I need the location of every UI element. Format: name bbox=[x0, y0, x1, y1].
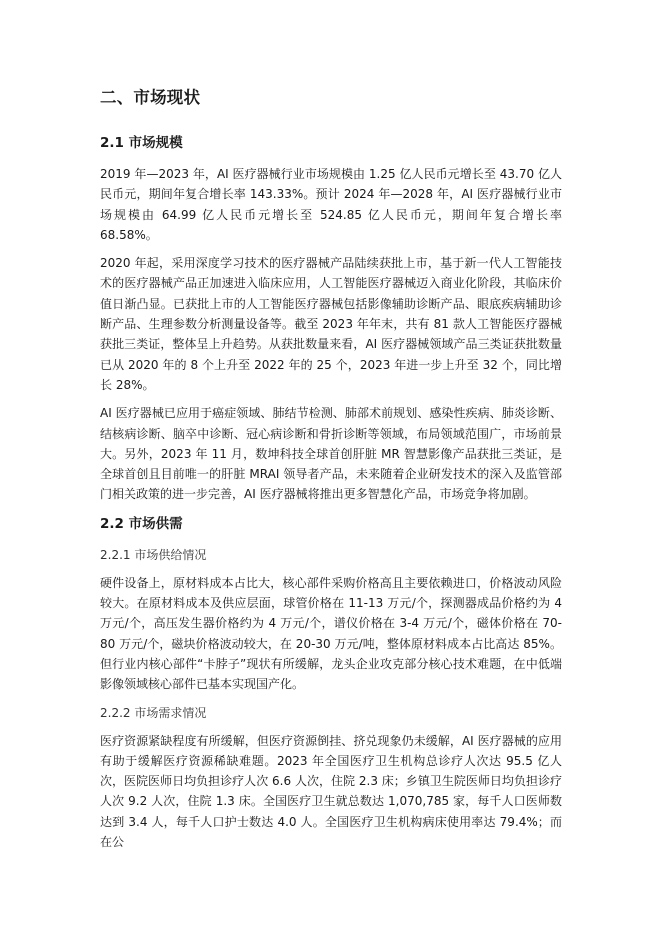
paragraph: 2020 年起，采用深度学习技术的医疗器械产品陆续获批上市，基于新一代人工智能技术的医疗器械产品正加速进入临床应用，人工智能医疗器械迈入商业化阶段，其临床价值日渐凸显。已获批上市的人工智能医疗器械包括影像辅助诊断产品、眼底疾病辅助诊断产品、生理参数分析测量设备等。截至 2023 年年末，共有 81 款人工智能医疗器械获批三类证，整体呈上升趋势。从获批数量来看，AI 医疗器械领域产品三类证获批数量已从 2020 年的 8 个上升至 2022 年的 25 个，2023 年进一步上升至 32 个，同比增长 28%。 bbox=[100, 256, 562, 392]
section-title-supply-demand: 2.2 市场供需 bbox=[100, 515, 183, 532]
section-heading-market-status: 二、市场现状 bbox=[100, 88, 201, 107]
document-page bbox=[100, 84, 562, 860]
paragraph: 医疗资源紧缺程度有所缓解，但医疗资源倒挂、挤兑现象仍未缓解，AI 医疗器械的应用有助于缓解医疗资源稀缺难题。2023 年全国医疗卫生机构总诊疗人次达 95.5 亿人次，医院医师日均负担诊疗人次 6.6 人次，住院 2.3 床；乡镇卫生院医师日均负担诊疗人次 9.2 人次，住院 1.3 床。全国医疗卫生就总数达 1,070,785 家，每千人口医师数达到 3.4 人，每千人口护士数达 4.0 人。全国医疗卫生机构病床使用率达 79.4%；而在公 bbox=[100, 733, 562, 850]
subsection-title-supply: 2.2.1 市场供给情况 bbox=[100, 547, 207, 562]
paragraph: 硬件设备上，原材料成本占比大，核心部件采购价格高且主要依赖进口，价格波动风险较大。在原材料成本及供应层面，球管价格在 11-13 万元/个，探测器成品价格约为 4 万元/个，高压发生器价格约为 4 万元/个，谱仪价格在 3-4 万元/个，磁体价格在 70-80 万元/个，磁块价格波动较大，在 20-30 万元/吨，整体原材料成本占比高达 85%。但行业内核心部件“卡脖子”现状有所缓解，龙头企业攻克部分核心技术难题，在中低端影像领域核心部件已基本实现国产化。 bbox=[100, 575, 562, 692]
paragraph: AI 医疗器械已应用于癌症领域、肺结节检测、肺部术前规划、感染性疾病、肺炎诊断、结核病诊断、脑卒中诊断、冠心病诊断和骨折诊断等领域，布局领域范围广，市场前景大。另外，2023 年 11 月，数坤科技全球首创肝脏 MR 智慧影像产品获批三类证，是全球首创且目前唯一的肝脏 MRAI 领导者产品，未来随着企业研发技术的深入及监管部门相关政策的进一步完善，AI 医疗器械将推出更多智慧化产品，市场竞争将加剧。 bbox=[100, 406, 562, 502]
paragraph: 2019 年—2023 年，AI 医疗器械行业市场规模由 1.25 亿人民币元增长至 43.70 亿人民币元，期间年复合增长率 143.33%。预计 2024 年—2028 年，AI 医疗器械行业市场规模由 64.99 亿人民币元增长至 524.85 亿人民币元，期间年复合增长率 68.58%。 bbox=[100, 167, 562, 242]
section-market-size bbox=[100, 132, 562, 505]
section-market-supply-demand bbox=[100, 513, 562, 853]
subsection-title-demand: 2.2.2 市场需求情况 bbox=[100, 705, 207, 720]
section-title-market-size: 2.1 市场规模 bbox=[100, 135, 183, 151]
